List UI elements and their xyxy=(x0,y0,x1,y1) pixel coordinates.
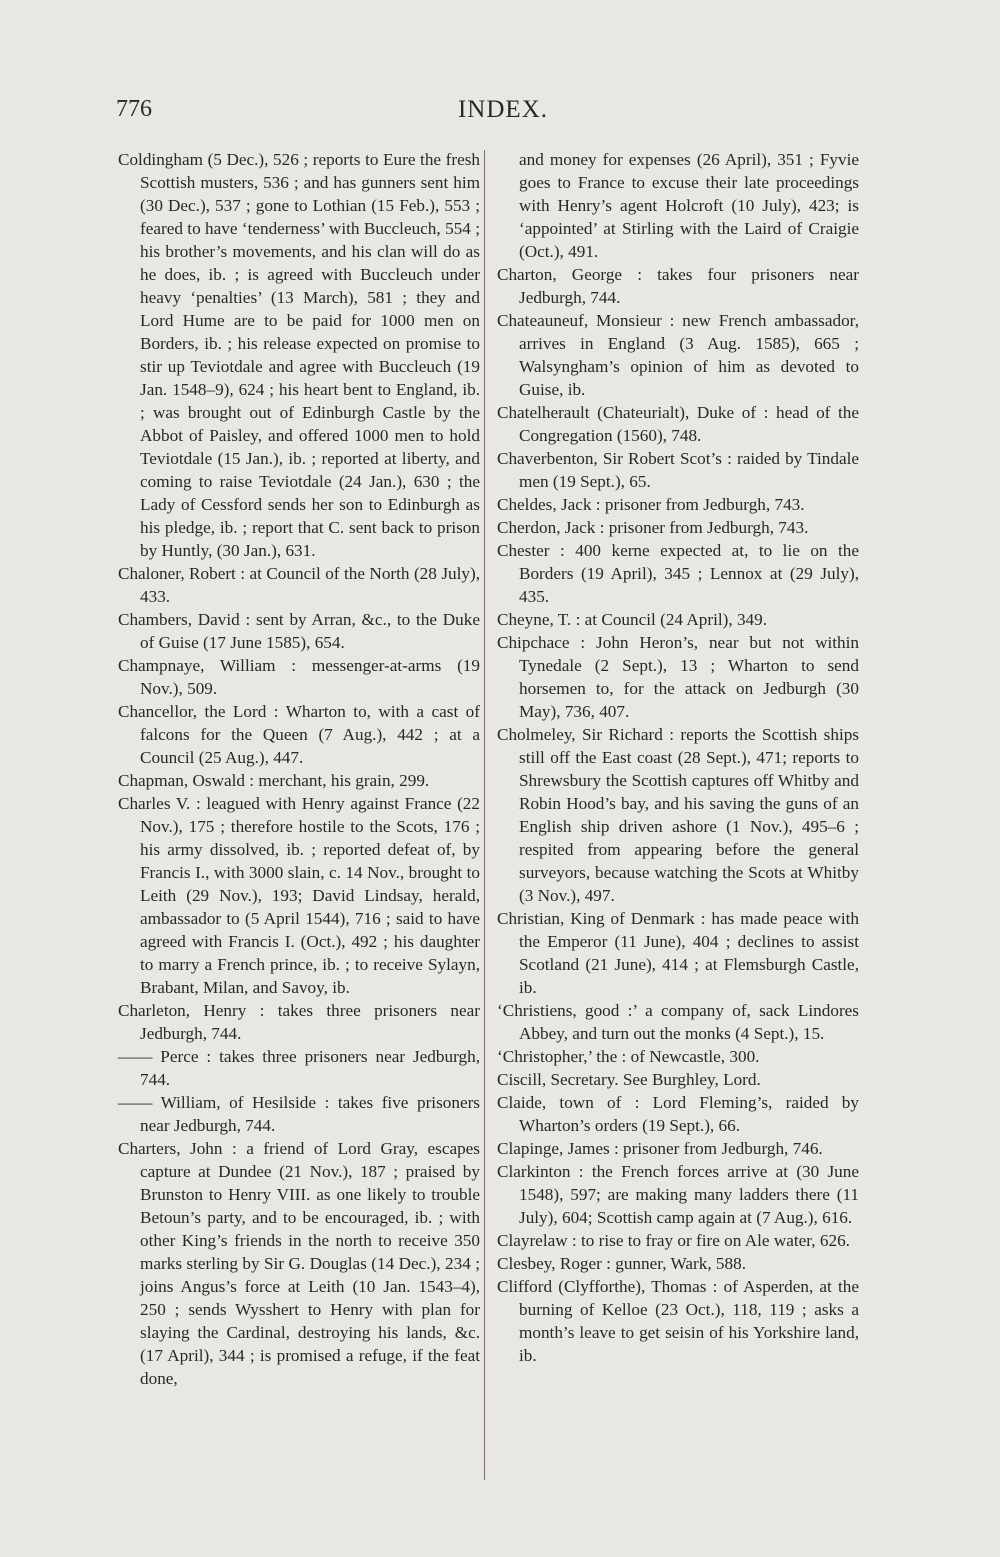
index-entry-chatelherault: Chatelherault (Chateurialt), Duke of : head of the Congregation (1560), 748. xyxy=(497,403,859,445)
index-entry-claide: Claide, town of : Lord Fleming’s, raided by Wharton’s orders (19 Sept.), 66. xyxy=(497,1093,859,1135)
index-entry-cholmeley: Cholmeley, Sir Richard : reports the Scottish ships still off the East coast (28 Sept.), 471; reports to Shrewsbury the Scottish captures off Whitby and Robin Hood’s bay, and his saving the guns of an English ship driven ashore (1 Nov.), 495–6 ; respited from appearing before the general surveyors, because watching the Scots at Whitby (3 Nov.), 497. xyxy=(497,725,859,905)
left-column xyxy=(118,148,480,1390)
index-entry-charles-v: Charles V. : leagued with Henry against France (22 Nov.), 175 ; therefore hostile to the Scots, 176 ; his army dissolved, ib. ; reported defeat of, by Francis I., with 3000 slain, c. 14 Nov., brought to Leith (29 Nov.), 193; David Lindsay, herald, ambassador to (5 April 1544), 716 ; said to have agreed with Francis I. (Oct.), 492 ; his daughter to marry a French prince, ib. ; to receive Sylayn, Brabant, Milan, and Savoy, ib. xyxy=(118,794,480,997)
index-entry-coldingham-cont: Coldingham (5 Dec.), 526 ; reports to Eure the fresh Scottish musters, 536 ; and has gunners sent him (30 Dec.), 537 ; gone to Lothian (15 Feb.), 553 ; feared to have ‘tenderness’ with Buccleuch, 554 ; his brother’s movements, and his clan will do as he does, ib. ; is agreed with Buccleuch under heavy ‘penalties’ (13 March), 581 ; they and Lord Hume are to be paid for 1000 men on Borders, ib. ; his release expected on promise to stir up Teviotdale and agree with Buccleuch (19 Jan. 1548–9), 624 ; his heart bent to England, ib. ; was brought out of Edinburgh Castle by the Abbot of Paisley, and offered 1000 men to hold Teviotdale (15 Jan.), ib. ; reported at liberty, and coming to raise Teviotdale (24 Jan.), 630 ; the Lady of Cessford sends her son to Edinburgh as his pledge, ib. ; report that C. sent back to prison by Huntly, (30 Jan.), 631. xyxy=(118,150,480,560)
index-entry-charters-cont: and money for expenses (26 April), 351 ; Fyvie goes to France to excuse their late proceedings with Henry’s agent Holcroft (10 July), 423; is ‘appointed’ at Stirling with the Laird of Craigie (Oct.), 491. xyxy=(519,150,859,261)
index-entry-clesbey: Clesbey, Roger : gunner, Wark, 588. xyxy=(497,1254,747,1273)
index-entry-chipchace: Chipchace : John Heron’s, near but not within Tynedale (2 Sept.), 13 ; Wharton to send horsemen to, for the attack on Jedburgh (30 May), 736, 407. xyxy=(497,633,859,721)
index-entry-clifford: Clifford (Clyfforthe), Thomas : of Asperden, at the burning of Kelloe (23 Oct.), 118, 119 ; asks a month’s leave to get seisin of his Yorkshire land, ib. xyxy=(497,1277,859,1365)
page-number: 776 xyxy=(116,96,152,122)
index-entry-charleton-perce: —— Perce : takes three prisoners near Jedburgh, 744. xyxy=(118,1047,480,1089)
index-entry-chaverbenton: Chaverbenton, Sir Robert Scot’s : raided by Tindale men (19 Sept.), 65. xyxy=(497,449,859,491)
index-entry-christopher: ‘Christopher,’ the : of Newcastle, 300. xyxy=(497,1047,760,1066)
index-entry-chateauneuf: Chateauneuf, Monsieur : new French ambassador, arrives in England (3 Aug. 1585), 665 ; Walsyngham’s opinion of him as devoted to Guise, ib. xyxy=(497,311,859,399)
index-entry-charters: Charters, John : a friend of Lord Gray, escapes capture at Dundee (21 Nov.), 187 ; praised by Brunston to Henry VIII. as one likely to trouble Betoun’s party, and to be encouraged, ib. ; with other King’s friends in the north to receive 350 marks sterling by Sir G. Douglas (14 Dec.), 234 ; joins Angus’s force at Leith (10 Jan. 1543–4), 250 ; sends Wysshert to Henry with plan for slaying the Cardinal, destroying his lands, &c. (17 April), 344 ; is promised a refuge, if the feat done, xyxy=(118,1139,480,1388)
index-entry-clarkinton: Clarkinton : the French forces arrive at (30 June 1548), 597; are making many ladders there (11 July), 604; Scottish camp again at (7 Aug.), 616. xyxy=(497,1162,859,1227)
right-column xyxy=(497,148,859,1367)
index-entry-chapman: Chapman, Oswald : merchant, his grain, 299. xyxy=(118,771,430,790)
index-entry-clayrelaw: Clayrelaw : to rise to fray or fire on Ale water, 626. xyxy=(497,1231,850,1250)
page-title: INDEX. xyxy=(457,96,548,123)
column-divider xyxy=(484,150,485,1480)
page-header xyxy=(116,96,890,136)
index-entry-charleton-henry: Charleton, Henry : takes three prisoners near Jedburgh, 744. xyxy=(118,1001,480,1043)
index-entry-charton: Charton, George : takes four prisoners near Jedburgh, 744. xyxy=(497,265,859,307)
index-entry-chester: Chester : 400 kerne expected at, to lie on the Borders (19 April), 345 ; Lennox at (29 July), 435. xyxy=(497,541,859,606)
index-entry-chambers: Chambers, David : sent by Arran, &c., to the Duke of Guise (17 June 1585), 654. xyxy=(118,610,480,652)
index-entry-cheyne: Cheyne, T. : at Council (24 April), 349. xyxy=(497,610,768,629)
index-entry-cherdon: Cherdon, Jack : prisoner from Jedburgh, 743. xyxy=(497,518,809,537)
index-entry-christian: Christian, King of Denmark : has made peace with the Emperor (11 June), 404 ; declines to assist Scotland (21 June), 414 ; at Flemsburgh Castle, ib. xyxy=(497,909,859,997)
index-entry-clapinge: Clapinge, James : prisoner from Jedburgh, 746. xyxy=(497,1139,823,1158)
index-entry-champnaye: Champnaye, William : messenger-at-arms (19 Nov.), 509. xyxy=(118,656,480,698)
index-entry-christiens: ‘Christiens, good :’ a company of, sack Lindores Abbey, and turn out the monks (4 Sept.), 15. xyxy=(497,1001,859,1043)
index-entry-ciscill: Ciscill, Secretary. See Burghley, Lord. xyxy=(497,1070,761,1089)
index-entry-cheldes: Cheldes, Jack : prisoner from Jedburgh, 743. xyxy=(497,495,805,514)
index-entry-chaloner: Chaloner, Robert : at Council of the North (28 July), 433. xyxy=(118,564,480,606)
index-entry-charleton-william: —— William, of Hesilside : takes five prisoners near Jedburgh, 744. xyxy=(118,1093,480,1135)
index-entry-chancellor: Chancellor, the Lord : Wharton to, with a cast of falcons for the Queen (7 Aug.), 442 ; at a Council (25 Aug.), 447. xyxy=(118,702,480,767)
